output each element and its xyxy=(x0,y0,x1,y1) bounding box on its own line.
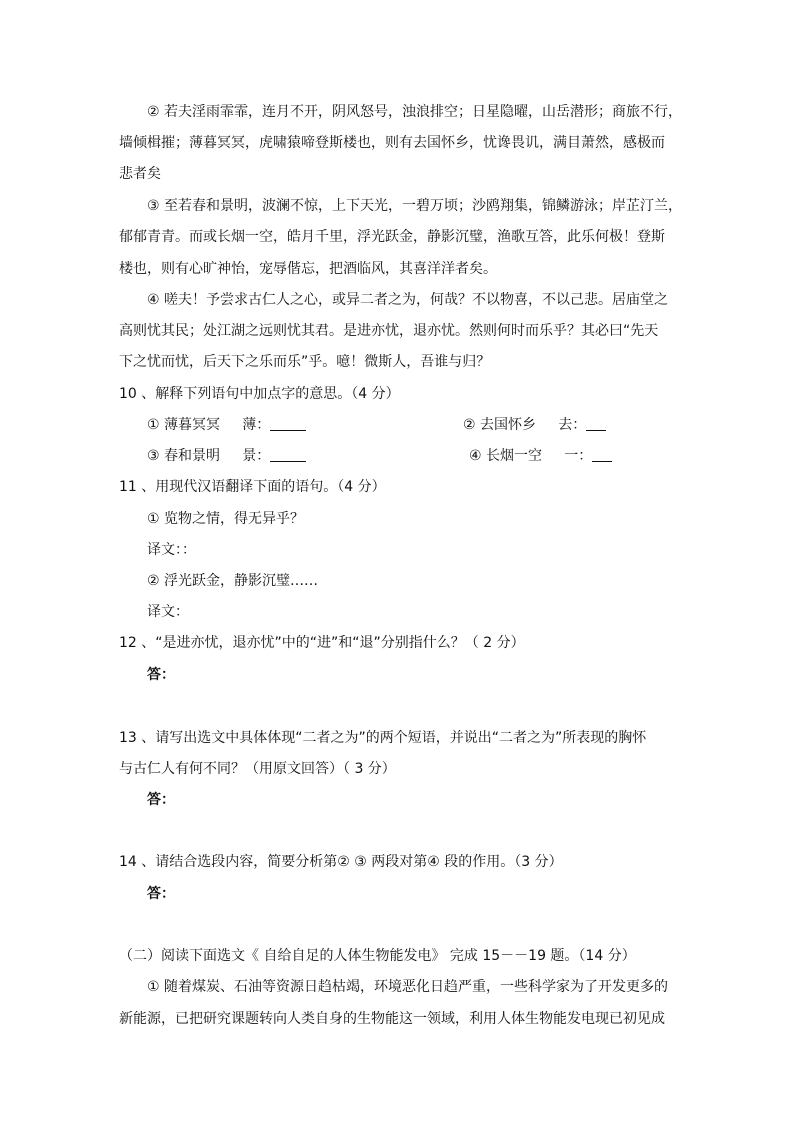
q13-answer[interactable]: 答： xyxy=(147,792,175,808)
q10-item-4 xyxy=(469,447,612,465)
q12-answer[interactable]: 答： xyxy=(147,667,175,683)
q10-item-2 xyxy=(463,416,606,434)
q10-item-1 xyxy=(147,416,306,434)
answer-blank[interactable] xyxy=(270,447,306,462)
q10-item-3 xyxy=(147,447,306,465)
q10-label: 薄： xyxy=(242,417,271,433)
q10-phrase: ② 去国怀乡 xyxy=(463,417,537,433)
passage-p2-line1: ② 若夫淫雨霏霏，连月不开，阴风怒号，浊浪排空；日星隐曜，山岳潜形；商旅不行， xyxy=(147,104,682,120)
q11-translation-2[interactable]: 译文： xyxy=(147,604,189,620)
q11-sentence-1: ① 览物之情，得无异乎？ xyxy=(147,511,305,527)
q10-phrase: ④ 长烟一空 xyxy=(469,448,543,464)
answer-blank[interactable] xyxy=(592,447,612,462)
q10-label: 景： xyxy=(242,448,271,464)
passage-p2-line3: 悲者矣 xyxy=(119,166,161,182)
q14-stem: 14 、请结合选段内容，简要分析第② ③ 两段对第④ 段的作用。（3 分） xyxy=(119,854,563,870)
section2-heading: （二）阅读下面选文《 自给自足的人体生物能发电》 完成 15－－19 题。（14 分） xyxy=(119,948,636,964)
section2-p1-line2: 新能源，已把研究课题转向人类自身的生物能这一领域，利用人体生物能发电现已初见成 xyxy=(119,1011,665,1027)
q10-phrase: ① 薄暮冥冥 xyxy=(147,417,221,433)
q10-phrase: ③ 春和景明 xyxy=(147,448,221,464)
q10-stem: 10 、解释下列语句中加点字的意思。（4 分） xyxy=(119,386,400,402)
passage-p4-line1: ④ 嗟夫！予尝求古仁人之心，或异二者之为，何哉？不以物喜，不以己悲。居庙堂之 xyxy=(147,292,668,308)
passage-p3-line1: ③ 至若春和景明，波澜不惊，上下天光，一碧万顷；沙鸥翔集，锦鳞游泳；岸芷汀兰， xyxy=(147,198,682,214)
answer-blank[interactable] xyxy=(270,416,306,431)
q13-stem-line2: 与古仁人有何不同？（用原文回答）（ 3 分） xyxy=(119,761,396,777)
q10-label: 一： xyxy=(564,448,593,464)
passage-p3-line2: 郁郁青青。而或长烟一空，皓月千里，浮光跃金，静影沉璧，渔歌互答，此乐何极！登斯 xyxy=(119,229,665,245)
passage-p4-line2: 高则忧其民；处江湖之远则忧其君。是进亦忧，退亦忧。然则何时而乐乎？其必曰“先天 xyxy=(119,323,659,339)
passage-p2-line2: 墙倾楫摧；薄暮冥冥，虎啸猿啼登斯楼也，则有去国怀乡，忧谗畏讥，满目萧然，感极而 xyxy=(119,135,665,151)
q13-stem-line1: 13 、请写出选文中具体体现“二者之为”的两个短语，并说出“二者之为”所表现的胸怀 xyxy=(119,730,647,746)
passage-p4-line3: 下之忧而忧，后天下之乐而乐”乎。噫！微斯人，吾谁与归？ xyxy=(119,354,491,370)
section2-p1-line1: ① 随着煤炭、石油等资源日趋枯竭，环境恶化日趋严重，一些科学家为了开发更多的 xyxy=(147,979,668,995)
q10-label: 去： xyxy=(558,417,587,433)
q11-stem: 11 、用现代汉语翻译下面的语句。（4 分） xyxy=(119,479,386,495)
q12-stem: 12 、“是进亦忧，退亦忧”中的“进”和“退”分别指什么？（ 2 分） xyxy=(119,635,525,651)
passage-p3-line3: 楼也，则有心旷神怡，宠辱偕忘，把酒临风，其喜洋洋者矣。 xyxy=(119,261,497,277)
q14-answer[interactable]: 答： xyxy=(147,886,175,902)
q11-sentence-2: ② 浮光跃金，静影沉璧…… xyxy=(147,573,319,589)
answer-blank[interactable] xyxy=(586,416,606,431)
q11-translation-1[interactable]: 译文：： xyxy=(147,542,196,558)
